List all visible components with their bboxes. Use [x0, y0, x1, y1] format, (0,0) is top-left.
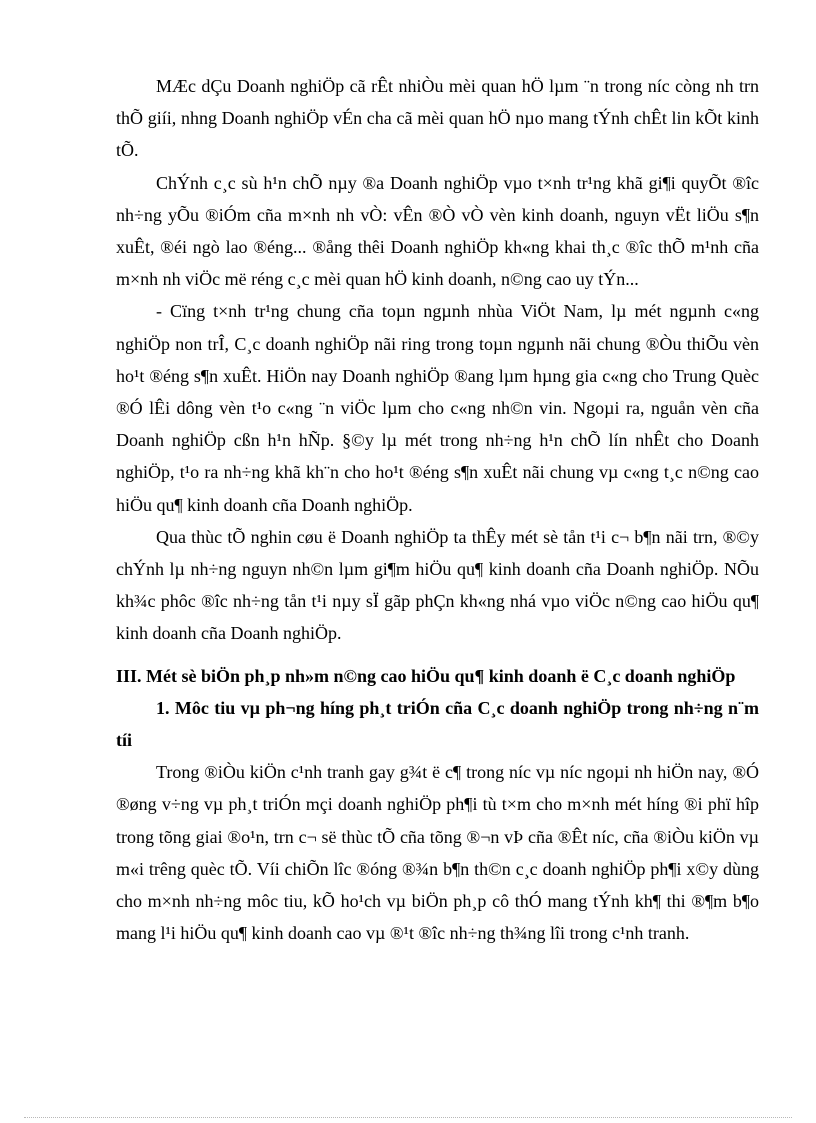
- paragraph-limitations: ChÝnh c¸c sù h¹n chÕ nµy ®a Doanh nghiÖp vµo t×nh tr¹ng khã gi¶i quyÕt ®îc nh÷ng yÕu ®iÓm cña m×nh nh vÒ: vÊn ®Ò vÒ vèn kinh doanh, nguyn vËt liÖu s¶n xuÊt, ®éi ngò lao ®éng... ®ång thêi Doanh nghiÖp kh«ng khai th¸c ®îc thÕ m¹nh cña m×nh nh viÖc më réng c¸c mèi quan hÖ kinh doanh, n©ng cao uy tÝn...: [116, 172, 759, 290]
- paragraph-relations: MÆc dÇu Doanh nghiÖp cã rÊt nhiÒu mèi quan hÖ lµm ¨n trong níc còng nh trn thÕ giíi, nhng Doanh nghiÖp vÉn cha cã mèi quan hÖ nµo mang tÝnh chÊt lin kÕt kinh tÕ.: [116, 76, 759, 161]
- page-bottom-rule: [24, 1117, 792, 1118]
- subsection-heading: 1. Môc tiu vµ ph¬ng híng ph¸t triÓn cña C¸c doanh nghiÖp trong nh÷ng n¨m tíi: [116, 697, 759, 751]
- paragraph-strategy: Trong ®iÒu kiÖn c¹nh tranh gay g¾t ë c¶ trong níc vµ níc ngoµi nh hiÖn nay, ®Ó ®øng v÷ng vµ ph¸t triÓn mçi doanh nghiÖp ph¶i tù t×m cho m×nh mét híng ®i phï hîp trong tõng giai ®o¹n, trn c¬ së thùc tÕ cña tõng ®¬n vÞ cña ®Êt níc, cña ®iÒu kiÖn vµ m«i trêng quèc tÕ. Víi chiÕn lîc ®óng ®¾n b¶n th©n c¸c doanh nghiÖp ph¶i x©y dùng cho m×nh nh÷ng môc tiu, kÕ ho¹ch vµ biÖn ph¸p cô thÓ mang tÝnh kh¶ thi ®¶m b¶o mang l¹i hiÖu qu¶ kinh doanh cao vµ ®¹t ®îc nh÷ng th¾ng lîi trong c¹nh tranh.: [116, 762, 759, 944]
- document-page: [116, 70, 759, 949]
- paragraph-summary: Qua thùc tÕ nghin cøu ë Doanh nghiÖp ta thÊy mét sè tån t¹i c¬ b¶n nãi trn, ®©y chÝnh lµ nh÷ng nguyn nh©n lµm gi¶m hiÖu qu¶ kinh doanh cña Doanh nghiÖp. NÕu kh¾c phôc ®îc nh÷ng tån t¹i nµy sÏ gãp phÇn kh«ng nhá vµo viÖc n©ng cao hiÖu qu¶ kinh doanh cña Doanh nghiÖp.: [116, 526, 759, 644]
- section-heading: III. Mét sè biÖn ph¸p nh»m n©ng cao hiÖu qu¶ kinh doanh ë C¸c doanh nghiÖp: [116, 665, 736, 686]
- paragraph-industry: - Cïng t×nh tr¹ng chung cña toµn ngµnh nhùa ViÖt Nam, lµ mét ngµnh c«ng nghiÖp non trÎ, C¸c doanh nghiÖp nãi ring trong toµn ngµnh nãi chung ®Òu thiÕu vèn ho¹t ®éng s¶n xuÊt. HiÖn nay Doanh nghiÖp ®ang lµm hµng gia c«ng cho Trung Quèc ®Ó lÊi dông vèn t¹o c«ng ¨n viÖc lµm cho c«ng nh©n vin. Ngoµi ra, nguån vèn cña Doanh nghiÖp cßn h¹n hÑp. §©y lµ mét trong nh÷ng h¹n chÕ lín nhÊt cho Doanh nghiÖp, t¹o ra nh÷ng khã kh¨n cho ho¹t ®éng s¶n xuÊt nãi chung vµ c«ng t¸c n©ng cao hiÖu qu¶ kinh doanh cña Doanh nghiÖp.: [116, 301, 759, 515]
